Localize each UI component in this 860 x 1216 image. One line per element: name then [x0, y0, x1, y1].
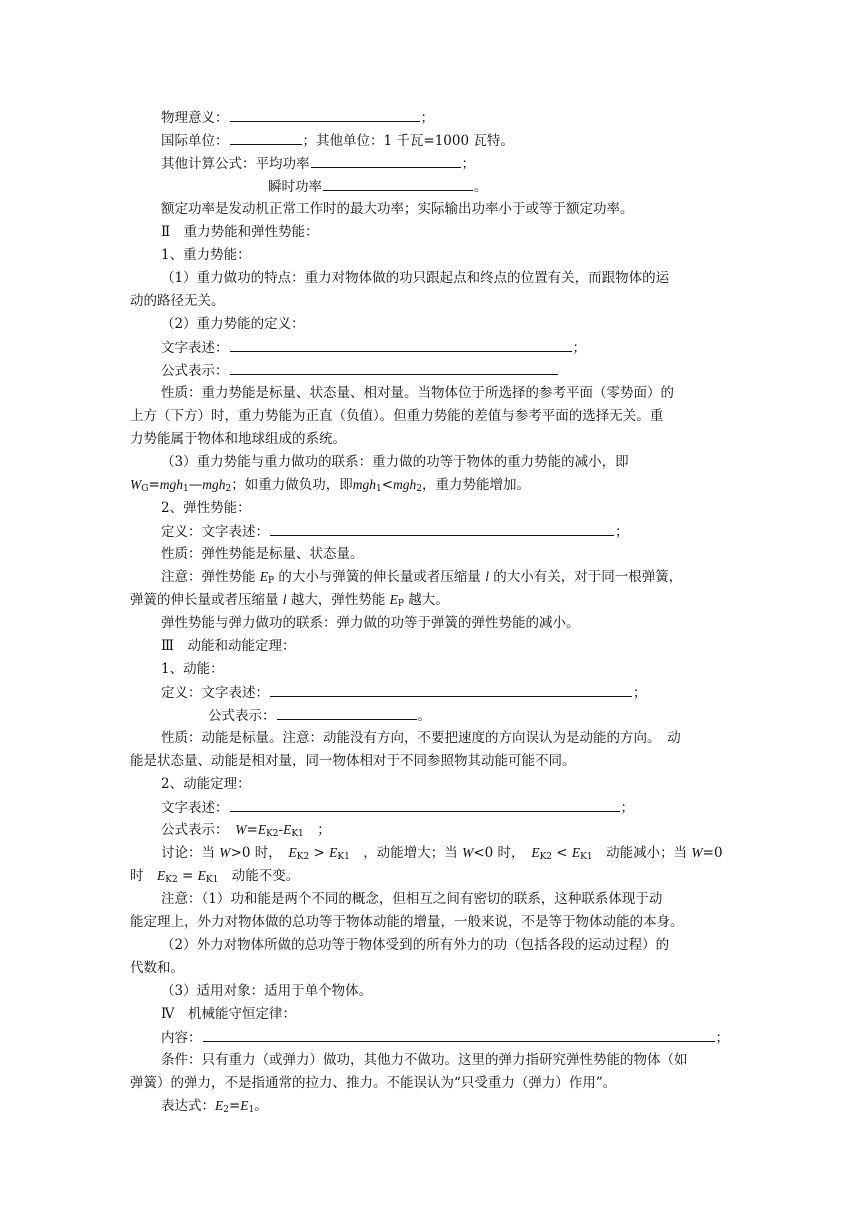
sub-heading-elastic-pe: 2、弹性势能：	[161, 500, 251, 516]
formula-statement-line: 公式表示：	[161, 360, 761, 380]
text-statement-line: 文字表述： ；	[161, 337, 761, 357]
fill-blank	[230, 130, 302, 145]
fill-blank	[230, 797, 620, 812]
power-formula-line: 其他计算公式：平均功率 ；	[161, 153, 761, 173]
fill-blank	[270, 682, 632, 697]
paragraph-text: 弹性势能与弹力做功的联系：弹力做的功等于弹簧的弹性势能的减小。	[161, 615, 580, 631]
paragraph-text: 注意：（1）功和能是两个不同的概念，但相互之间有密切的联系，这种联系体现于动	[161, 891, 663, 907]
sub-heading-ke-theorem: 2、动能定理：	[161, 776, 251, 792]
work-energy-formula-line: $W_G=mgh_1—mgh_2$；如重力做负功，即mgh$_1$<mgh$_2$，重力势能增加。	[130, 477, 531, 494]
fill-blank	[270, 521, 614, 536]
section-2-heading: Ⅱ 重力势能和弹性势能：	[161, 224, 319, 240]
theorem-formula-line: 公式表示： $W=E_{K2}-E_{K1}$ ；	[161, 822, 331, 839]
paragraph-text: 条件：只有重力（或弹力）做功，其他力不做功。这里的弹力指研究弹性势能的物体（如	[161, 1052, 688, 1068]
section-4-heading: Ⅳ 机械能守恒定律：	[161, 1006, 296, 1022]
paragraph-text: 弹簧）的弹力，不是指通常的拉力、推力。不能误认为“只受重力（弹力）作用”。	[130, 1075, 617, 1091]
paragraph-text: 性质：动能是标量。注意：动能没有方向，不要把速度的方向误认为是动能的方向。 动	[161, 730, 681, 746]
paragraph-text: 动的路径无关。	[130, 293, 225, 309]
power-meaning-line: 物理意义： ；	[161, 107, 761, 127]
paragraph-text: 性质：弹性势能是标量、状态量。	[161, 546, 364, 562]
paragraph-text: 代数和。	[130, 960, 184, 976]
sub-heading-definition: （2）重力势能的定义：	[161, 316, 305, 332]
sub-heading-kinetic-energy: 1、动能：	[161, 661, 224, 677]
elastic-note-line: 弹簧的伸长量或者压缩量 l 越大，弹性势能 $E_P$ 越大。	[130, 592, 449, 609]
paragraph-text: 能是状态量、动能是相对量，同一物体相对于不同参照物其动能可能不同。	[130, 753, 576, 769]
elastic-definition-line: 定义：文字表述： ；	[161, 521, 761, 541]
paragraph-text: （2）外力对物体所做的总功等于物体受到的所有外力的功（包括各段的运动过程）的	[161, 937, 670, 953]
fill-blank	[203, 1027, 715, 1042]
discussion-line: 讨论：当 W>0 时， $E_{K2} > E_{K1}$ ，动能增大；当 W<0 时， $E_{K2} < E_{K1}$ 动能减小；当 W=0	[161, 845, 723, 862]
section-3-heading: Ⅲ 动能和动能定理：	[161, 638, 296, 654]
paragraph-text: （1）重力做功的特点：重力对物体做的功只跟起点和终点的位置有关，而跟物体的运	[161, 270, 670, 286]
power-unit-line: 国际单位： ；其他单位：1 千瓦=1000 瓦特。	[161, 130, 761, 150]
fill-blank	[230, 337, 572, 352]
theorem-text-line: 文字表述： ；	[161, 797, 761, 817]
conservation-content-line: 内容： ；	[161, 1027, 761, 1047]
paragraph-text: （3）适用对象：适用于单个物体。	[161, 983, 373, 999]
fill-blank	[323, 176, 473, 191]
fill-blank	[230, 107, 420, 122]
expression-line: 表达式：$E_2=E_1$。	[161, 1098, 268, 1115]
ke-formula-line: 公式表示： 。	[208, 705, 808, 725]
rated-power-text: 额定功率是发动机正常工作时的最大功率；实际输出功率小于或等于额定功率。	[161, 201, 634, 217]
paragraph-text: 力势能属于物体和地球组成的系统。	[130, 431, 346, 447]
fill-blank	[230, 360, 558, 375]
fill-blank	[277, 705, 417, 720]
ke-definition-line: 定义：文字表述： ；	[161, 682, 761, 702]
elastic-note-line: 注意：弹性势能 $E_P$ 的大小与弹簧的伸长量或者压缩量 l 的大小有关，对于同一根弹簧，	[161, 569, 683, 586]
paragraph-text: （3）重力势能与重力做功的联系：重力做的功等于物体的重力势能的减小，即	[161, 454, 629, 470]
paragraph-text: 性质：重力势能是标量、状态量、相对量。当物体位于所选择的参考平面（零势面）的	[161, 385, 674, 401]
paragraph-text: 能定理上，外力对物体做的总功等于物体动能的增量，一般来说，不是等于物体动能的本身。	[130, 914, 684, 930]
power-instant-line: 瞬时功率 。	[268, 176, 860, 196]
sub-heading-gravity-pe: 1、重力势能：	[161, 247, 251, 263]
discussion-line: 时 $E_{K2} = E_{K1}$ 动能不变。	[130, 868, 300, 885]
paragraph-text: 上方（下方）时，重力势能为正直（负值）。但重力势能的差值与参考平面的选择无关。重	[130, 408, 664, 424]
fill-blank	[311, 153, 461, 168]
